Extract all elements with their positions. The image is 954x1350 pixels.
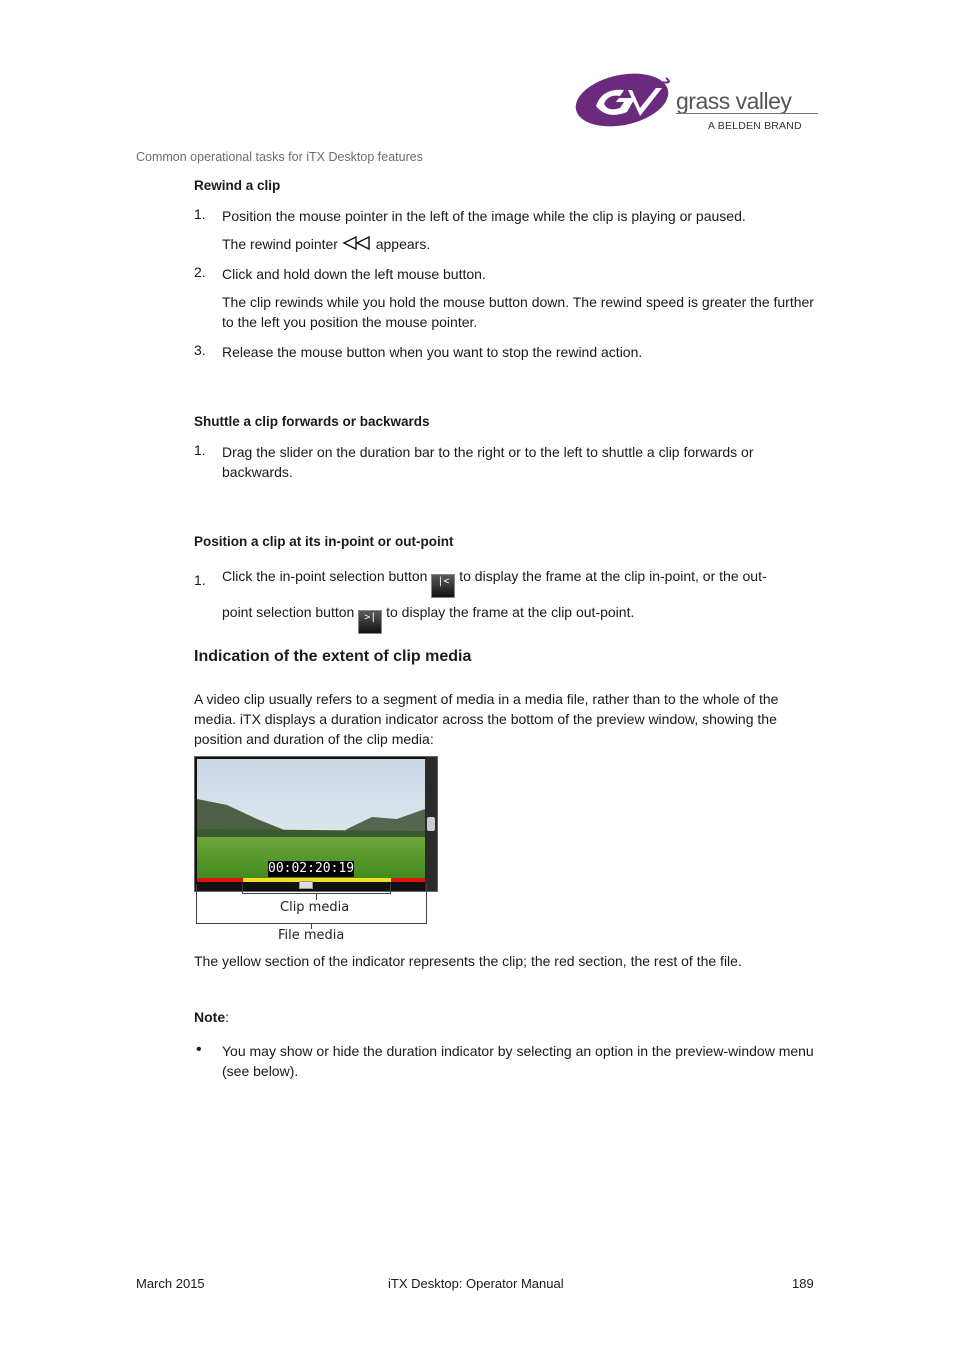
step-text: Drag the slider on the duration bar to the right or to the left to shuttle a clip forwards or backwards. [222,444,754,480]
rewind-heading: Rewind a clip [194,178,281,193]
step-text: Position the mouse pointer in the left of the image while the clip is playing or paused. [222,208,746,224]
footer-title: iTX Desktop: Operator Manual [388,1276,564,1291]
rewind-pointer-icon [342,235,372,251]
figure-caption: The yellow section of the indicator represents the clip; the red section, the rest of the file. [194,953,742,969]
step-number: 1. [194,206,206,222]
position-text-3: point selection button [222,604,355,620]
footer-date: March 2015 [136,1276,205,1291]
note-label: Note [194,1009,226,1025]
step-number: 1. [194,572,206,588]
step-text [222,562,822,634]
preview-window [194,756,438,892]
in-point-button-icon: |< [431,574,455,598]
file-media-label: File media [278,928,345,943]
clip-media-bar [243,878,391,882]
step-text: Click and hold down the left mouse button. [222,266,486,282]
intro-paragraph: A video clip usually refers to a segment of media in a media file, rather than to the whole of the media. iTX displays a duration indicator across the bottom of the preview window, showing the position and duration of the clip media: [194,691,779,747]
position-text-2: to display the frame at the clip in-point, or the out- [459,568,767,584]
logo-wordmark: grass valley [676,88,792,114]
step-number: 3. [194,342,206,358]
logo-rule [676,113,818,114]
running-head: Common operational tasks for iTX Desktop features [136,150,423,164]
step-subtext [222,234,822,254]
file-media-bracket [196,884,427,924]
rewind-pointer-before: The rewind pointer [222,236,338,252]
section-heading: Indication of the extent of clip media [194,648,472,665]
duration-indicator-figure [194,756,440,946]
step-subtext: The clip rewinds while you hold the mouse button down. The rewind speed is greater the further to the left you position the mouse pointer. [222,294,814,330]
position-text-4: to display the frame at the clip out-point. [386,604,635,620]
out-point-button-icon: >| [358,610,382,634]
step-number: 2. [194,264,206,280]
position-heading: Position a clip at its in-point or out-point [194,534,454,549]
position-text-1: Click the in-point selection button [222,568,428,584]
note-bullet-text: You may show or hide the duration indicator by selecting an option in the preview-window menu (see below). [222,1043,814,1079]
rewind-pointer-after: appears. [375,236,431,252]
scroll-thumb[interactable] [427,817,435,831]
step-number: 1. [194,442,206,458]
page-number: 189 [792,1276,814,1291]
logo-tagline: A BELDEN BRAND [708,120,802,132]
clip-media-label: Clip media [280,900,350,915]
shuttle-heading: Shuttle a clip forwards or backwards [194,414,430,429]
step-text: Release the mouse button when you want to stop the rewind action. [222,344,643,360]
timecode-display: 00:02:20:19 [268,861,355,876]
bullet-icon: • [196,1041,202,1058]
preview-scrollbar[interactable] [425,757,437,891]
note-heading [194,1009,229,1025]
grass-valley-logo [574,70,824,136]
note-colon: : [225,1009,230,1025]
